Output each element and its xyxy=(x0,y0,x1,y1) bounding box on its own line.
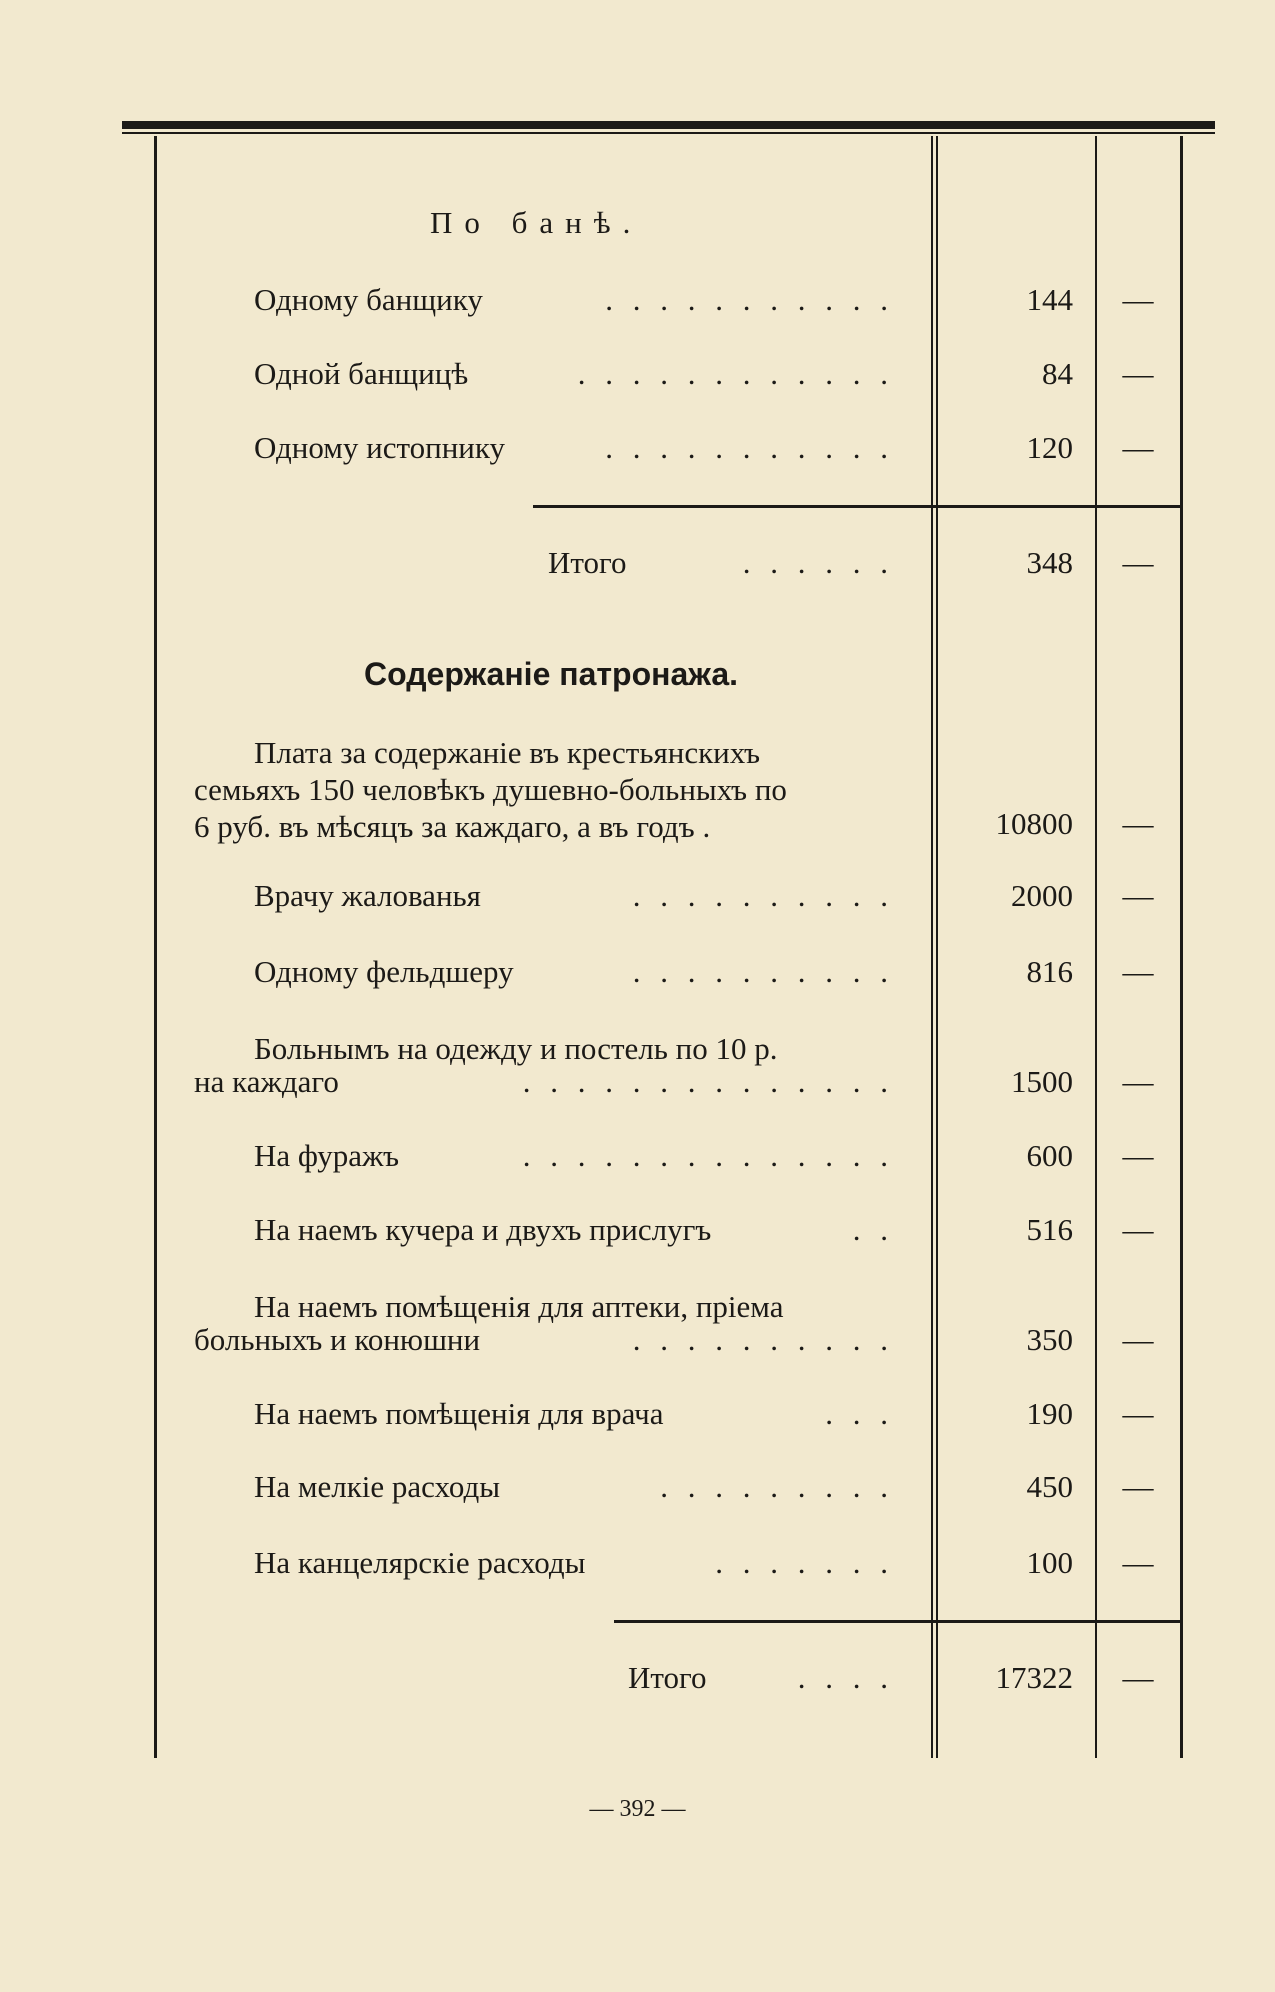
row-label-text: Одному банщику xyxy=(254,282,483,317)
row-label xyxy=(254,282,894,322)
row-kopecks: — xyxy=(1122,282,1154,317)
leader-dots: . . . . . . . . . . xyxy=(632,1322,894,1357)
row-kopecks: — xyxy=(1122,1545,1154,1580)
fee-line-1: Плата за содержаніе въ крестьянскихъ xyxy=(254,735,761,770)
fee-line-2: семьяхъ 150 человѣкъ душевно-больныхъ по xyxy=(194,772,787,807)
fee-amount: 10800 xyxy=(995,806,1073,841)
row-label xyxy=(254,356,894,396)
leader-dots: . . . . . . . xyxy=(715,1545,894,1580)
row-label-text: Врачу жалованья xyxy=(254,878,481,913)
right-border xyxy=(1180,136,1183,1758)
premises-kopecks: — xyxy=(1122,1322,1154,1357)
premises-line-1: На наемъ помѣщенія для аптеки, пріема xyxy=(254,1289,784,1324)
top-rule xyxy=(122,121,1215,129)
premises-line-2-row xyxy=(194,1322,894,1362)
row-amount: 816 xyxy=(1026,954,1073,989)
row-kopecks: — xyxy=(1122,356,1154,391)
row-amount: 450 xyxy=(1026,1469,1073,1504)
leader-dots: . . . . . . xyxy=(742,545,894,580)
leader-dots: . . . xyxy=(825,1396,894,1431)
fee-line-3: 6 руб. въ мѣсяцъ за каждаго, а въ годъ . xyxy=(194,809,711,844)
row-kopecks: — xyxy=(1122,954,1154,989)
row-label-text: На фуражъ xyxy=(254,1138,400,1173)
leader-dots: . . . . . . . . . . . . . . xyxy=(522,1138,894,1173)
row-label xyxy=(254,1545,894,1585)
row-amount: 2000 xyxy=(1011,878,1073,913)
total-amount: 17322 xyxy=(995,1660,1073,1695)
row-amount: 84 xyxy=(1042,356,1073,391)
total-label-text: Итого xyxy=(628,1660,707,1695)
clothing-description xyxy=(194,1030,899,1067)
total-amount: 348 xyxy=(1026,545,1073,580)
row-amount: 120 xyxy=(1026,430,1073,465)
leader-dots: . . . . . . . . . . . . xyxy=(577,356,894,391)
row-label xyxy=(254,878,894,918)
leader-dots: . . . . . . . . . . . xyxy=(605,430,894,465)
row-amount: 190 xyxy=(1026,1396,1073,1431)
fee-kopecks: — xyxy=(1122,806,1154,841)
subtotal-rule xyxy=(533,505,1180,508)
leader-dots: . . . . xyxy=(797,1660,894,1695)
row-kopecks: — xyxy=(1122,1138,1154,1173)
row-amount: 600 xyxy=(1026,1138,1073,1173)
row-amount: 516 xyxy=(1026,1212,1073,1247)
row-label xyxy=(254,1212,894,1252)
clothing-amount: 1500 xyxy=(1011,1064,1073,1099)
total-kopecks: — xyxy=(1122,545,1154,580)
total-kopecks: — xyxy=(1122,1660,1154,1695)
row-label-text: На мелкіе расходы xyxy=(254,1469,501,1504)
leader-dots: . . . . . . . . . . . . . . xyxy=(522,1064,894,1099)
page-number: — 392 — xyxy=(589,1796,686,1822)
leader-dots: . . . . . . . . . . xyxy=(632,878,894,913)
row-kopecks: — xyxy=(1122,878,1154,913)
row-kopecks: — xyxy=(1122,1396,1154,1431)
fee-description xyxy=(194,734,899,845)
clothing-kopecks: — xyxy=(1122,1064,1154,1099)
row-label-text: На наемъ кучера и двухъ прислугъ xyxy=(254,1212,712,1247)
total-label xyxy=(548,545,894,585)
row-kopecks: — xyxy=(1122,430,1154,465)
row-label-text: Одному фельдшеру xyxy=(254,954,514,989)
clothing-line-1: Больнымъ на одежду и постель по 10 р. xyxy=(254,1031,778,1066)
premises-line-2: больныхъ и конюшни xyxy=(194,1322,481,1357)
row-amount: 144 xyxy=(1026,282,1073,317)
row-label xyxy=(254,954,894,994)
row-label xyxy=(254,1396,894,1436)
premises-amount: 350 xyxy=(1026,1322,1073,1357)
section-heading-bath: По банѣ. xyxy=(430,205,643,240)
row-label-text: Одной банщицѣ xyxy=(254,356,469,391)
total-label xyxy=(628,1660,894,1700)
row-label xyxy=(254,1469,894,1509)
row-label-text: На наемъ помѣщенія для врача xyxy=(254,1396,664,1431)
kopeck-column-left-border xyxy=(1095,136,1097,1758)
row-kopecks: — xyxy=(1122,1212,1154,1247)
clothing-line-2-row xyxy=(194,1064,894,1104)
top-rule-thin xyxy=(122,132,1215,134)
row-kopecks: — xyxy=(1122,1469,1154,1504)
left-border xyxy=(154,136,157,1758)
row-label xyxy=(254,430,894,470)
total-label-text: Итого xyxy=(548,545,627,580)
row-label-text: Одному истопнику xyxy=(254,430,505,465)
row-label xyxy=(254,1138,894,1178)
leader-dots: . . . . . . . . . xyxy=(660,1469,894,1504)
premises-description xyxy=(194,1288,899,1325)
leader-dots: . . . . . . . . . . xyxy=(632,954,894,989)
clothing-line-2: на каждаго xyxy=(194,1064,339,1099)
section-heading-patronage: Содержаніе патронажа. xyxy=(364,656,739,692)
row-label-text: На канцелярскіе расходы xyxy=(254,1545,586,1580)
leader-dots: . . xyxy=(852,1212,894,1247)
row-amount: 100 xyxy=(1026,1545,1073,1580)
leader-dots: . . . . . . . . . . . xyxy=(605,282,894,317)
total-rule xyxy=(614,1620,1180,1623)
